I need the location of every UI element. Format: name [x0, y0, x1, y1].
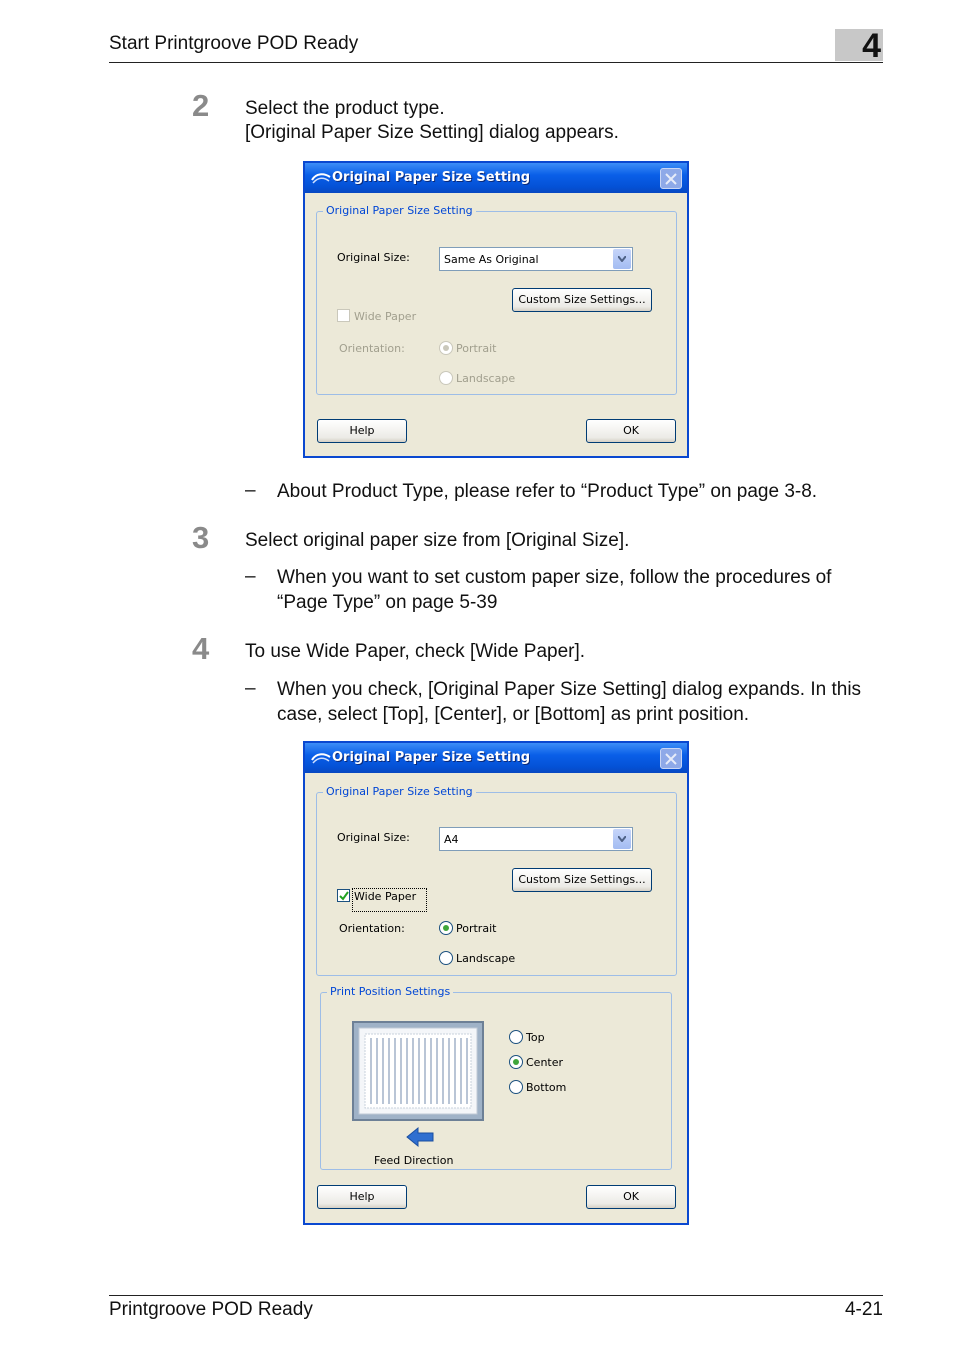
dialog-titlebar [305, 163, 687, 193]
landscape-radio[interactable] [439, 951, 453, 965]
chapter-number: 4 [862, 27, 881, 65]
close-button[interactable] [660, 748, 682, 769]
custom-size-settings-button[interactable]: Custom Size Settings... [512, 868, 652, 892]
original-size-value: Same As Original [444, 253, 539, 266]
custom-size-settings-button[interactable]: Custom Size Settings... [512, 288, 652, 312]
center-radio[interactable] [509, 1055, 523, 1069]
step-text: Select the product type. [245, 98, 445, 119]
chapter-tab [835, 27, 883, 65]
original-paper-size-dialog-expanded [303, 741, 689, 1225]
page-footer [109, 1295, 883, 1320]
app-icon [311, 752, 331, 764]
ok-button[interactable]: OK [586, 1185, 676, 1209]
wide-paper-checkbox[interactable] [337, 309, 350, 322]
dialog-titlebar [305, 743, 687, 773]
bottom-label: Bottom [526, 1081, 567, 1094]
portrait-label: Portrait [456, 922, 497, 935]
original-size-value: A4 [444, 833, 459, 846]
paper-preview-image [351, 1020, 485, 1124]
original-size-dropdown[interactable] [439, 827, 633, 851]
step-text: To use Wide Paper, check [Wide Paper]. [245, 641, 586, 662]
bullet-text: When you check, [Original Paper Size Setting] dialog expands. In this case, select [Top], [Center], or [Bottom] as print position. [277, 679, 862, 725]
top-radio[interactable] [509, 1030, 523, 1044]
chevron-down-icon [618, 836, 626, 842]
original-size-dropdown[interactable] [439, 247, 633, 271]
dialog-title: Original Paper Size Setting [332, 750, 531, 765]
close-icon [665, 753, 677, 765]
landscape-radio[interactable] [439, 371, 453, 385]
close-icon [665, 173, 677, 185]
top-label: Top [526, 1031, 545, 1044]
landscape-label: Landscape [456, 372, 516, 385]
portrait-radio[interactable] [439, 341, 453, 355]
dropdown-arrow[interactable] [613, 249, 631, 269]
help-button[interactable]: Help [317, 419, 407, 443]
page-number: 4-21 [844, 1299, 883, 1320]
bullet-dash: – [245, 678, 256, 699]
original-size-label: Original Size: [337, 251, 410, 264]
bottom-radio[interactable] [509, 1080, 523, 1094]
landscape-label: Landscape [456, 952, 516, 965]
step-number: 2 [192, 88, 210, 123]
step-number: 3 [192, 520, 210, 555]
portrait-label: Portrait [456, 342, 497, 355]
orientation-label: Orientation: [339, 342, 405, 355]
checkmark-icon [339, 891, 349, 901]
original-paper-size-dialog [303, 161, 689, 458]
group-label: Original Paper Size Setting [323, 785, 476, 799]
group-label: Original Paper Size Setting [323, 204, 476, 218]
original-size-label: Original Size: [337, 831, 410, 844]
step-text: Select original paper size from [Original Size]. [245, 530, 630, 551]
center-label: Center [526, 1056, 564, 1069]
wide-paper-label: Wide Paper [354, 310, 417, 323]
header-title: Start Printgroove POD Ready [109, 33, 359, 54]
wide-paper-checkbox[interactable] [337, 889, 350, 902]
chevron-down-icon [618, 256, 626, 262]
dialog-title: Original Paper Size Setting [332, 170, 531, 185]
step-text: [Original Paper Size Setting] dialog appears. [245, 122, 619, 143]
portrait-radio[interactable] [439, 921, 453, 935]
feed-direction-label: Feed Direction [374, 1154, 454, 1167]
help-button[interactable]: Help [317, 1185, 407, 1209]
bullet-dash: – [245, 480, 256, 501]
bullet-dash: – [245, 566, 256, 587]
step-number: 4 [192, 631, 210, 666]
ok-button[interactable]: OK [586, 419, 676, 443]
bullet-text: About Product Type, please refer to “Product Type” on page 3-8. [277, 481, 818, 502]
feed-direction-arrow-icon [406, 1126, 434, 1148]
bullet-text: When you want to set custom paper size, follow the procedures of “Page Type” on page 5-39 [277, 567, 832, 613]
wide-paper-label: Wide Paper [354, 890, 417, 903]
footer-title: Printgroove POD Ready [109, 1299, 313, 1320]
close-button[interactable] [660, 168, 682, 189]
dropdown-arrow[interactable] [613, 829, 631, 849]
page-header [109, 27, 883, 65]
orientation-label: Orientation: [339, 922, 405, 935]
app-icon [311, 172, 331, 184]
group-label: Print Position Settings [327, 985, 453, 999]
